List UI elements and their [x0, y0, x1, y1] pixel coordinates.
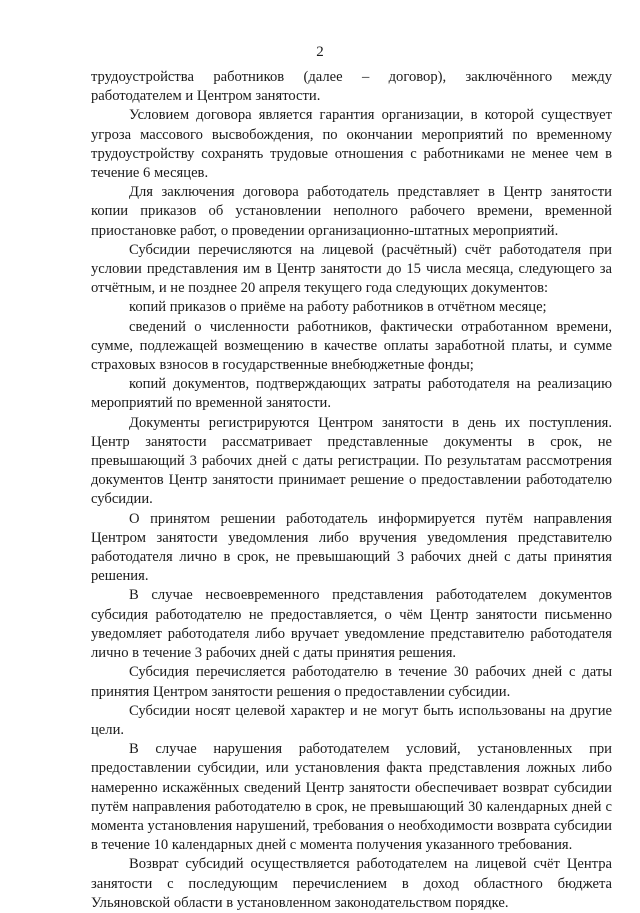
paragraph: Субсидии носят целевой характер и не могут быть использованы на другие цели. — [91, 702, 612, 738]
paragraph: Субсидии перечисляются на лицевой (расчётный) счёт работодателя при условии представления им в Центр занятости до 15 числа месяца, следующего за отчётным, и не позднее 20 апреля текущего года следующих документов: — [91, 241, 612, 297]
paragraph: В случае нарушения работодателем условий, установленных при предоставлении субсидии, или установления факта представления ложных либо намеренно искажённых сведений Центр занятости обеспечивает возврат субсидии путём направления работодателю в срок, не превышающий 30 календарных дней с момента установления нарушений, требования о необходимости возврата субсидии в течение 10 календарных дней с момента получения указанного требования. — [91, 741, 612, 854]
paragraph: В случае несвоевременного представления работодателем документов субсидия работодателю не предоставляется, о чём Центр занятости письменно уведомляет работодателя либо вручает уведомление представителю работодателя лично в течение 3 рабочих дней с даты принятия решения. — [91, 587, 612, 662]
list-item: копий приказов о приёме на работу работников в отчётном месяце; — [129, 299, 547, 316]
paragraph: Документы регистрируются Центром занятости в день их поступления. Центр занятости рассматривает представленные документы в срок, не превышающий 3 рабочих дней с даты регистрации. По результатам рассмотрения документов Центр занятости принимает решение о предоставлении работодателю субсидии. — [91, 414, 612, 508]
list-item: сведений о численности работников, фактически отработанном времени, сумме, подлежащей возмещению в качестве оплаты заработной платы, и сумме страховых взносов в государственные внебюджетные фонды; — [91, 318, 612, 374]
paragraph: Возврат субсидий осуществляется работодателем на лицевой счёт Центра занятости с последующим перечислением в доход областного бюджета Ульяновской области в установленном законодательством порядке. — [91, 856, 612, 911]
paragraph: О принятом решении работодатель информируется путём направления Центром занятости уведомления либо вручения уведомления представителю работодателя лично в срок, не превышающий 3 рабочих дней с даты принятия решения. — [91, 510, 612, 585]
paragraph: Условием договора является гарантия организации, в которой существует угроза массового высвобождения, по окончании мероприятий по временному трудоустройству сохранять трудовые отношения с работниками не менее чем в течение 6 месяцев. — [91, 107, 612, 182]
page-number: 2 — [316, 44, 324, 60]
list-item: копий документов, подтверждающих затраты работодателя на реализацию мероприятий по временной занятости. — [91, 376, 612, 412]
document-body — [91, 68, 612, 913]
paragraph: трудоустройства работников (далее – договор), заключённого между работодателем и Центром занятости. — [91, 69, 612, 105]
paragraph: Субсидия перечисляется работодателю в течение 30 рабочих дней с даты принятия Центром занятости решения о предоставлении субсидии. — [91, 664, 612, 700]
paragraph: Для заключения договора работодатель представляет в Центр занятости копии приказов об установлении неполного рабочего времени, временной приостановке работ, о проведении организационно-штатных мероприятий. — [91, 184, 612, 239]
